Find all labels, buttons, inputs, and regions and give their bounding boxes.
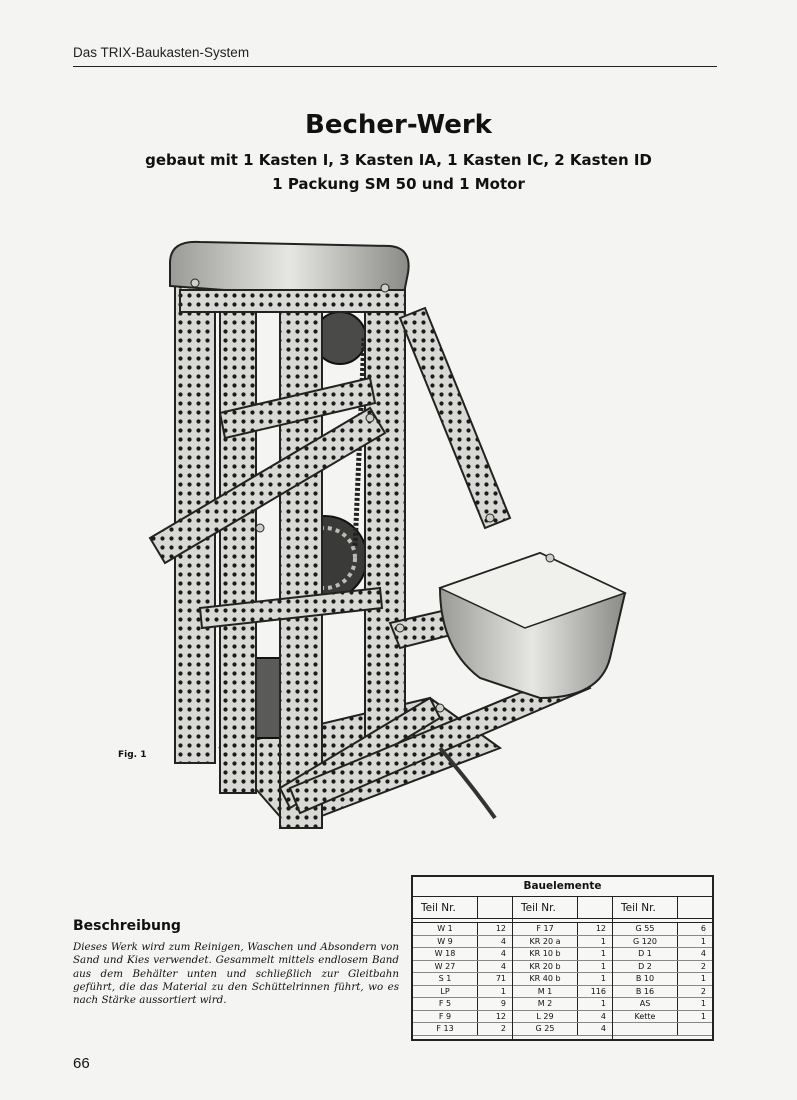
- page-title: Becher-Werk: [305, 110, 492, 140]
- parts-column-2: [513, 897, 613, 1039]
- description-text: Dieses Werk wird zum Reinigen, Waschen und Absondern von Sand und Kies verwendet. Gesammelt mittels endlosem Band aus dem Behälter unten und schließlich zur Gleitbahn geführt, die das Material zu den Schüttelrinnen führt, wo es nach Stärke aussortiert wird.: [73, 941, 399, 1007]
- table-row: F 5 9: [413, 998, 512, 1011]
- table-row: F 9 12: [413, 1011, 512, 1024]
- table-row: M 1 116: [513, 986, 612, 999]
- table-row: KR 20 a 1: [513, 936, 612, 949]
- subtitle-line-1: gebaut mit 1 Kasten I, 3 Kasten IA, 1 Kasten IC, 2 Kasten ID: [145, 151, 652, 169]
- table-row: M 2 1: [513, 998, 612, 1011]
- table-row: F 17 12: [513, 923, 612, 936]
- table-row: W 1 12: [413, 923, 512, 936]
- table-row: [613, 1023, 712, 1036]
- table-row: B 16 2: [613, 986, 712, 999]
- table-row: S 1 71: [413, 973, 512, 986]
- table-row: KR 40 b 1: [513, 973, 612, 986]
- parts-table-title: Bauelemente: [413, 877, 712, 897]
- table-row: G 55 6: [613, 923, 712, 936]
- header-rule: [73, 43, 717, 67]
- subtitle-line-2: 1 Packung SM 50 und 1 Motor: [272, 175, 525, 193]
- table-row: L 29 4: [513, 1011, 612, 1024]
- column-header: Teil Nr.: [513, 897, 578, 918]
- parts-table: [411, 875, 714, 1041]
- page-number: 66: [73, 1055, 90, 1072]
- table-row: G 120 1: [613, 936, 712, 949]
- table-row: KR 20 b 1: [513, 961, 612, 974]
- parts-column-3: [613, 897, 712, 1039]
- table-row: B 10 1: [613, 973, 712, 986]
- running-head: Das TRIX-Baukasten-System: [73, 45, 250, 60]
- description-heading: Beschreibung: [73, 918, 181, 934]
- table-row: Kette 1: [613, 1011, 712, 1024]
- table-row: KR 10 b 1: [513, 948, 612, 961]
- table-row: W 18 4: [413, 948, 512, 961]
- table-row: F 13 2: [413, 1023, 512, 1036]
- figure-label: Fig. 1: [118, 750, 147, 760]
- table-row: LP 1: [413, 986, 512, 999]
- column-header: Teil Nr.: [413, 897, 478, 918]
- table-row: AS 1: [613, 998, 712, 1011]
- table-row: D 1 4: [613, 948, 712, 961]
- table-row: W 27 4: [413, 961, 512, 974]
- parts-column-1: [413, 897, 513, 1039]
- bucket-elevator-illustration: [140, 228, 640, 848]
- table-row: G 25 4: [513, 1023, 612, 1036]
- table-row: W 9 4: [413, 936, 512, 949]
- table-row: D 2 2: [613, 961, 712, 974]
- column-header: Teil Nr.: [613, 897, 678, 918]
